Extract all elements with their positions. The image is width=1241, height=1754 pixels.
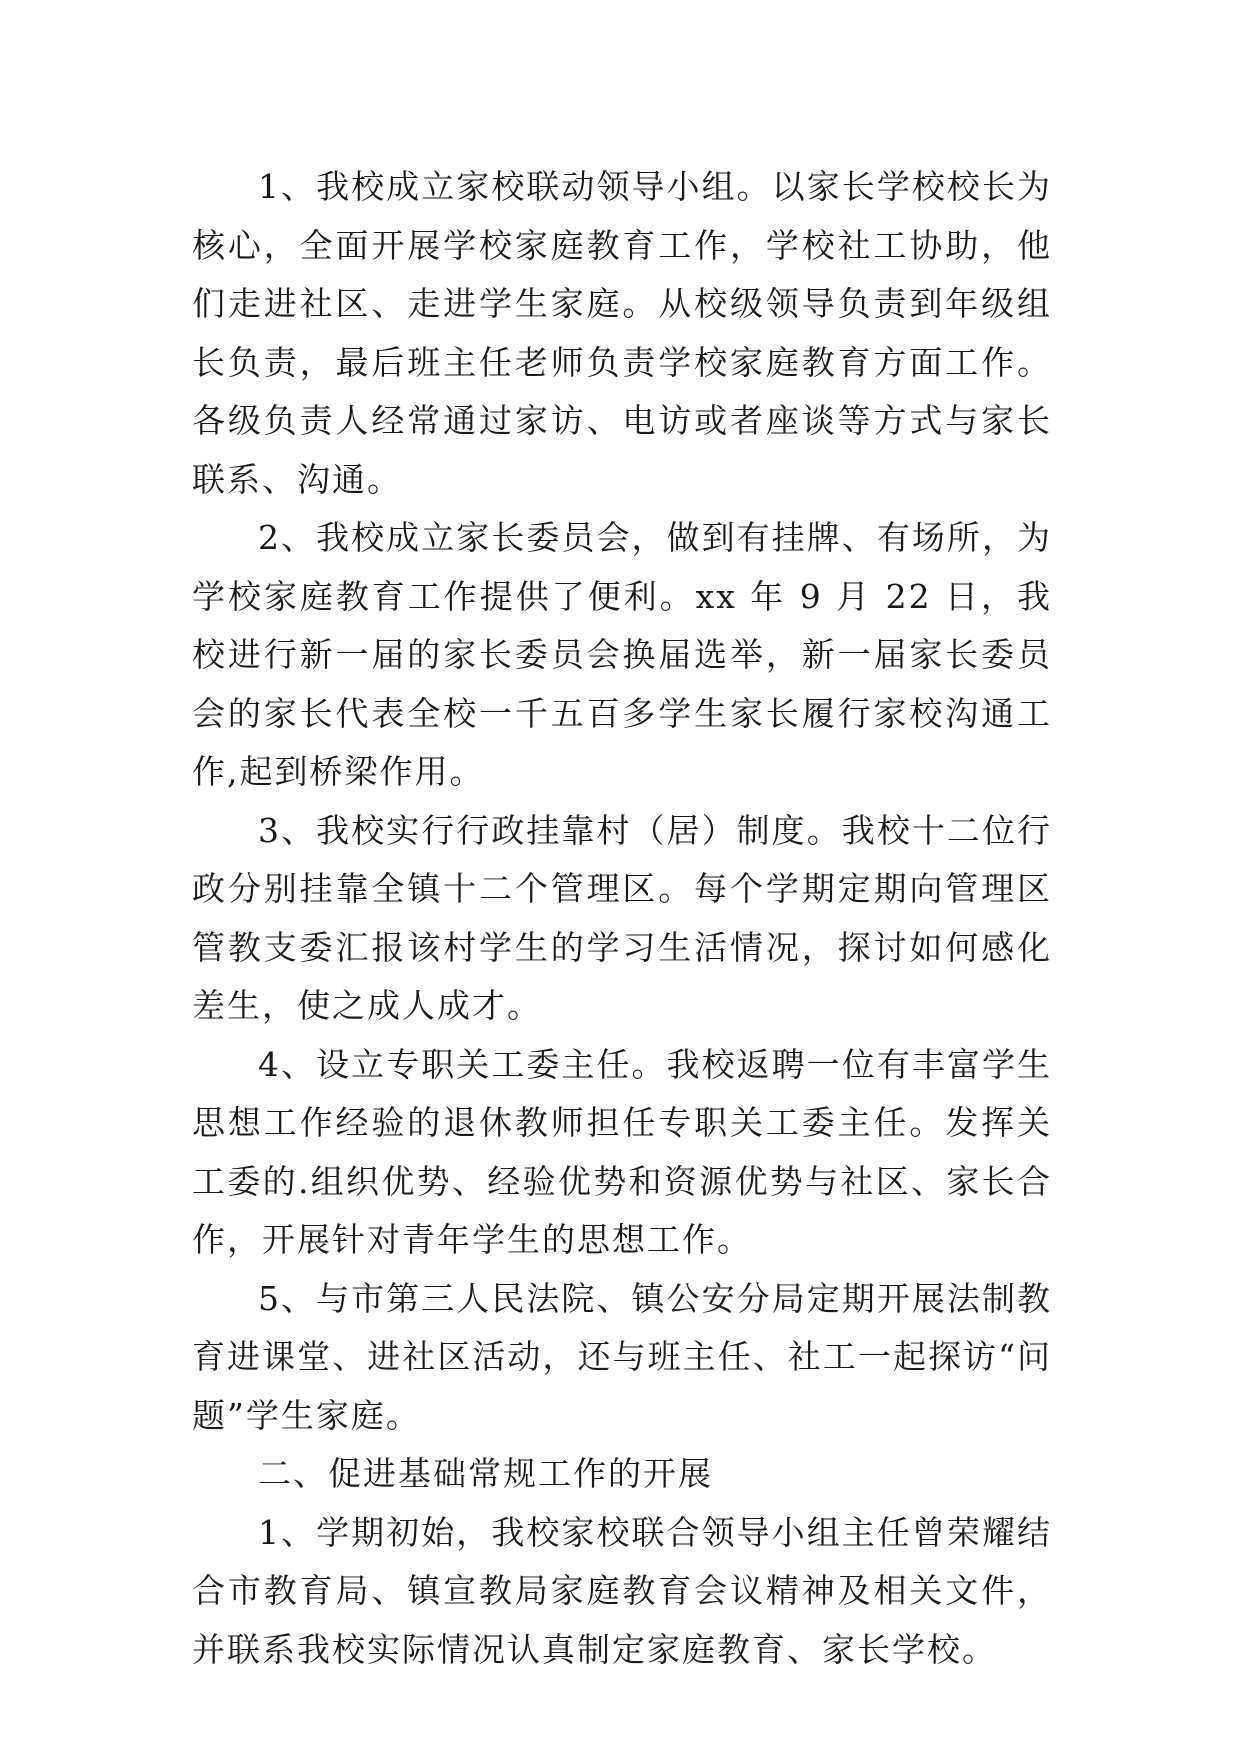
paragraph-item-5: 5、与市第三人民法院、镇公安分局定期开展法制教育进课堂、进社区活动，还与班主任、社工一起探访“问题”学生家庭。 xyxy=(192,1278,1052,1435)
paragraph-item-2: 2、我校成立家长委员会，做到有挂牌、有场所，为学校家庭教育工作提供了便利。xx 年 9 月 22 日，我校进行新一届的家长委员会换届选举，新一届家长委员会的家长代表全校一千五百多学生家长履行家校沟通工作,起到桥梁作用。 xyxy=(192,518,1052,791)
paragraph-item-6: 1、学期初始，我校家校联合领导小组主任曾荣耀结合市教育局、镇宣教局家庭教育会议精神及相关文件，并联系我校实际情况认真制定家庭教育、家长学校。 xyxy=(192,1512,1052,1669)
document-body xyxy=(192,158,1052,1679)
section-heading: 二、促进基础常规工作的开展 xyxy=(258,1454,713,1493)
paragraph-item-4: 4、设立专职关工委主任。我校返聘一位有丰富学生思想工作经验的退休教师担任专职关工委主任。发挥关工委的.组织优势、经验优势和资源优势与社区、家长合作，开展针对青年学生的思想工作。 xyxy=(192,1044,1052,1259)
paragraph-item-3: 3、我校实行行政挂靠村（居）制度。我校十二位行政分别挂靠全镇十二个管理区。每个学期定期向管理区管教支委汇报该村学生的学习生活情况，探讨如何感化差生，使之成人成才。 xyxy=(192,810,1052,1025)
paragraph-item-1: 1、我校成立家校联动领导小组。以家长学校校长为核心，全面开展学校家庭教育工作，学校社工协助，他们走进社区、走进学生家庭。从校级领导负责到年级组长负责，最后班主任老师负责学校家庭教育方面工作。各级负责人经常通过家访、电访或者座谈等方式与家长联系、沟通。 xyxy=(192,167,1052,499)
